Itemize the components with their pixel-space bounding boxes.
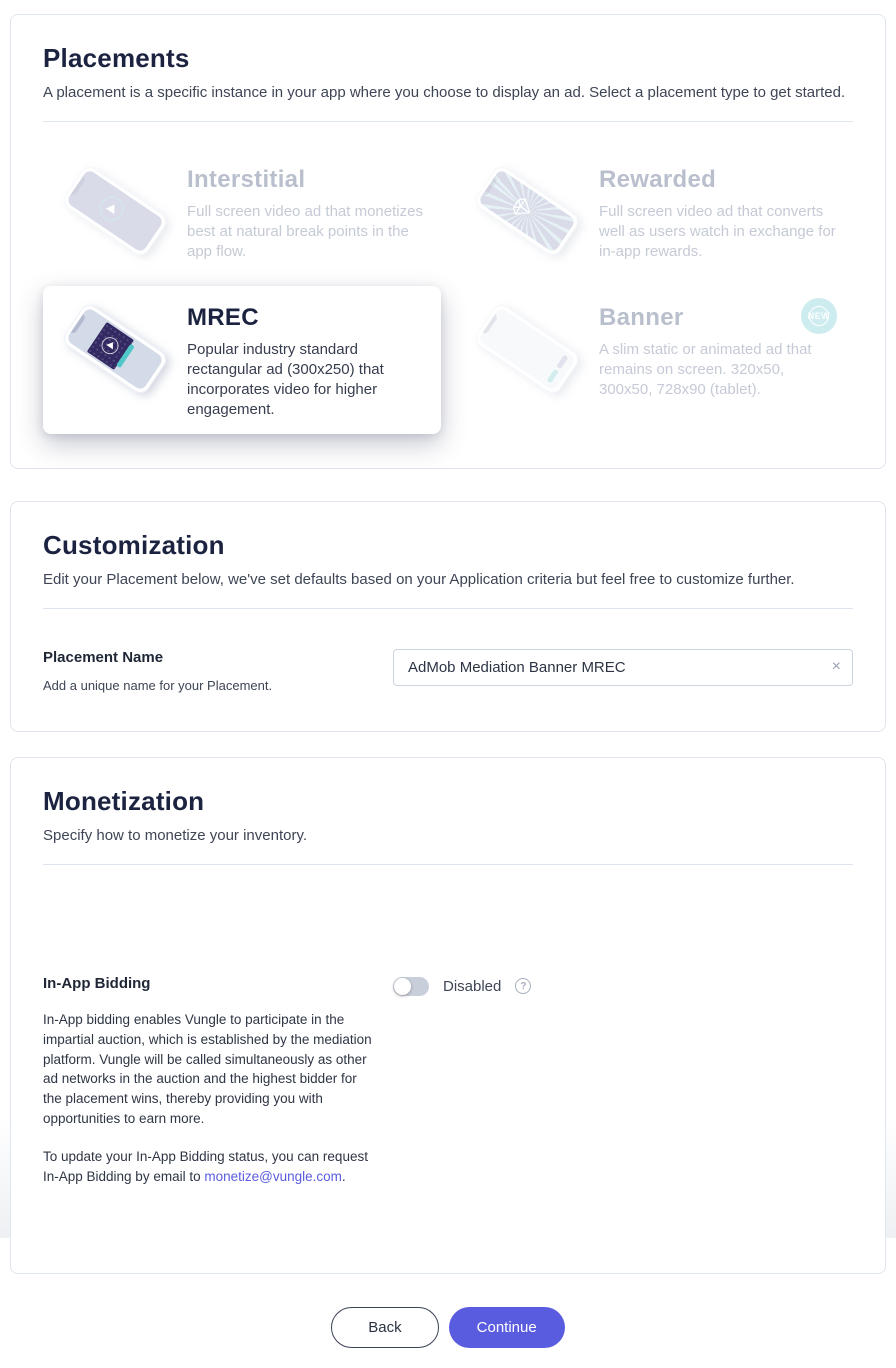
placement-name-label: Placement Name: [43, 648, 164, 666]
mrec-description: Popular industry standard rectangular ad (300x250) that incorporates video for higher engagement.: [187, 340, 384, 418]
mrec-ad-preview: [87, 322, 135, 370]
placement-name-input[interactable]: [393, 649, 853, 686]
rewarded-description: Full screen video ad that converts well as users watch in exchange for in-app rewards.: [599, 203, 836, 260]
placement-name-help: Add a unique name for your Placement.: [43, 677, 273, 693]
banner-description: A slim static or animated ad that remains on screen. 320x50, 300x50, 728x90 (tablet).: [599, 340, 812, 398]
placement-type-mrec[interactable]: [43, 286, 441, 434]
banner-ad-bar: [556, 355, 568, 369]
banner-title: Banner: [599, 303, 684, 331]
placement-name-row: [43, 649, 853, 693]
interstitial-title: Interstitial: [187, 166, 306, 193]
in-app-bidding-description: In-App bidding enables Vungle to participate in the impartial auction, which is established by the mediation platform. Vungle will be called simultaneously as other ad networks in the auction and the highest bidder for the placement wins, thereby providing you with opportunities to earn more.: [43, 1011, 372, 1127]
play-icon: [99, 334, 123, 358]
footer-actions: [10, 1307, 886, 1368]
interstitial-description: Full screen video ad that monetizes best at natural break points in the app flow.: [187, 203, 423, 260]
monetization-description: Specify how to monetize your inventory.: [43, 826, 308, 844]
mrec-phone-icon: [59, 300, 171, 398]
customization-section: [10, 501, 886, 732]
clear-input-icon[interactable]: ×: [831, 658, 841, 676]
monetization-title: Monetization: [43, 785, 205, 816]
placements-description: A placement is a specific instance in your app where you choose to display an ad. Select a placement type to get started.: [43, 84, 846, 101]
in-app-bidding-label: In-App Bidding: [43, 974, 151, 992]
in-app-bidding-toggle[interactable]: [393, 977, 429, 996]
back-button[interactable]: Back: [331, 1307, 438, 1348]
toggle-knob: [394, 978, 411, 995]
play-icon: [95, 192, 128, 225]
monetization-divider: [43, 864, 853, 865]
help-icon[interactable]: ?: [515, 978, 531, 994]
placement-type-interstitial[interactable]: [43, 148, 441, 276]
placement-type-grid: [43, 148, 853, 434]
monetization-section: [10, 757, 886, 1275]
in-app-bidding-status: Disabled: [443, 977, 502, 995]
in-app-bidding-row: [43, 975, 853, 1188]
rewarded-title: Rewarded: [599, 166, 717, 193]
new-badge: NEW: [801, 298, 837, 334]
customization-title: Customization: [43, 529, 225, 560]
mrec-title: MREC: [187, 303, 259, 331]
placements-divider: [43, 121, 853, 122]
banner-ad-bar: [547, 369, 559, 383]
placements-title: Placements: [43, 43, 190, 73]
placement-type-banner[interactable]: [455, 286, 853, 434]
gem-icon: [510, 195, 536, 222]
banner-phone-icon: [471, 300, 583, 398]
continue-button[interactable]: Continue: [449, 1307, 565, 1348]
interstitial-phone-icon: [59, 162, 171, 260]
placements-section: [10, 14, 886, 469]
monetize-email-link[interactable]: monetize@vungle.com: [204, 1169, 342, 1185]
customization-divider: [43, 608, 853, 609]
in-app-bidding-update-note: To update your In-App Bidding status, you can request In-App Bidding by email to monetize@vungle.com.: [43, 1149, 368, 1185]
placement-type-rewarded[interactable]: [455, 148, 853, 276]
rewarded-phone-icon: [471, 162, 583, 260]
customization-description: Edit your Placement below, we've set defaults based on your Application criteria but feel free to customize further.: [43, 570, 795, 588]
